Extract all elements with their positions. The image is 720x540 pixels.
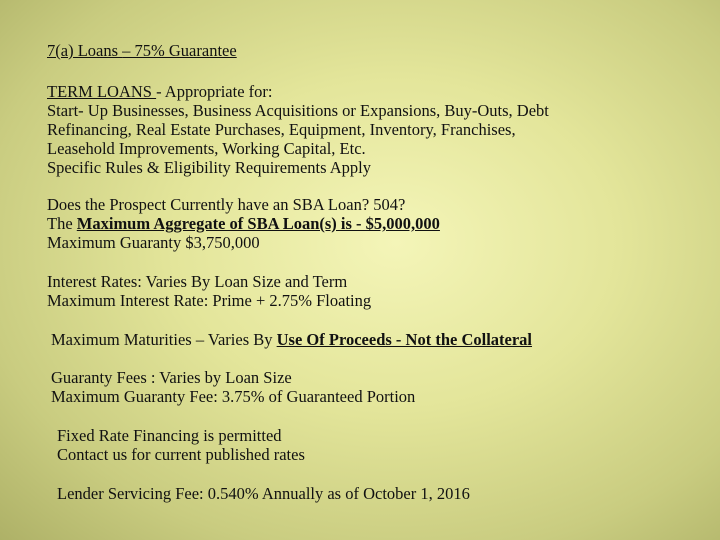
term-loans-line: Refinancing, Real Estate Purchases, Equipment, Inventory, Franchises,: [47, 120, 516, 139]
term-loans-line: Specific Rules & Eligibility Requirements Apply: [47, 158, 372, 177]
aggregate-prefix: The: [47, 214, 77, 233]
maturities-bold: Use Of Proceeds - Not the Collateral: [276, 330, 533, 349]
fees-line: Guaranty Fees : Varies by Loan Size: [51, 368, 292, 387]
sba-question: Does the Prospect Currently have an SBA Loan? 504?: [47, 195, 406, 214]
servicing-fee-line: Lender Servicing Fee: 0.540% Annually as of October 1, 2016: [57, 484, 470, 503]
fees-line: Maximum Guaranty Fee: 3.75% of Guaranteed Portion: [51, 387, 416, 406]
interest-line: Interest Rates: Varies By Loan Size and Term: [47, 272, 348, 291]
title-suffix: – 75% Guarantee: [122, 41, 237, 60]
term-loans-label: TERM LOANS: [47, 82, 157, 101]
sba-aggregate: [47, 214, 440, 233]
interest-line: Maximum Interest Rate: Prime + 2.75% Floating: [47, 291, 372, 310]
fixed-rate-line: Fixed Rate Financing is permitted: [57, 426, 282, 445]
maturities-line: [51, 330, 532, 349]
term-loans-line: Start- Up Businesses, Business Acquisitions or Expansions, Buy-Outs, Debt: [47, 101, 549, 120]
title-prefix: 7(a) Loans: [47, 41, 123, 60]
term-loans-line: Leasehold Improvements, Working Capital, Etc.: [47, 139, 366, 158]
sba-guaranty: Maximum Guaranty $3,750,000: [47, 233, 260, 252]
term-loans-rest: - Appropriate for:: [156, 82, 273, 101]
aggregate-bold: Maximum Aggregate of SBA Loan(s) is - $5,000,000: [76, 214, 440, 233]
fixed-rate-line: Contact us for current published rates: [57, 445, 305, 464]
slide-title: [47, 41, 237, 60]
term-loans-heading: [47, 82, 272, 101]
maturities-prefix: Maximum Maturities – Varies By: [51, 330, 277, 349]
